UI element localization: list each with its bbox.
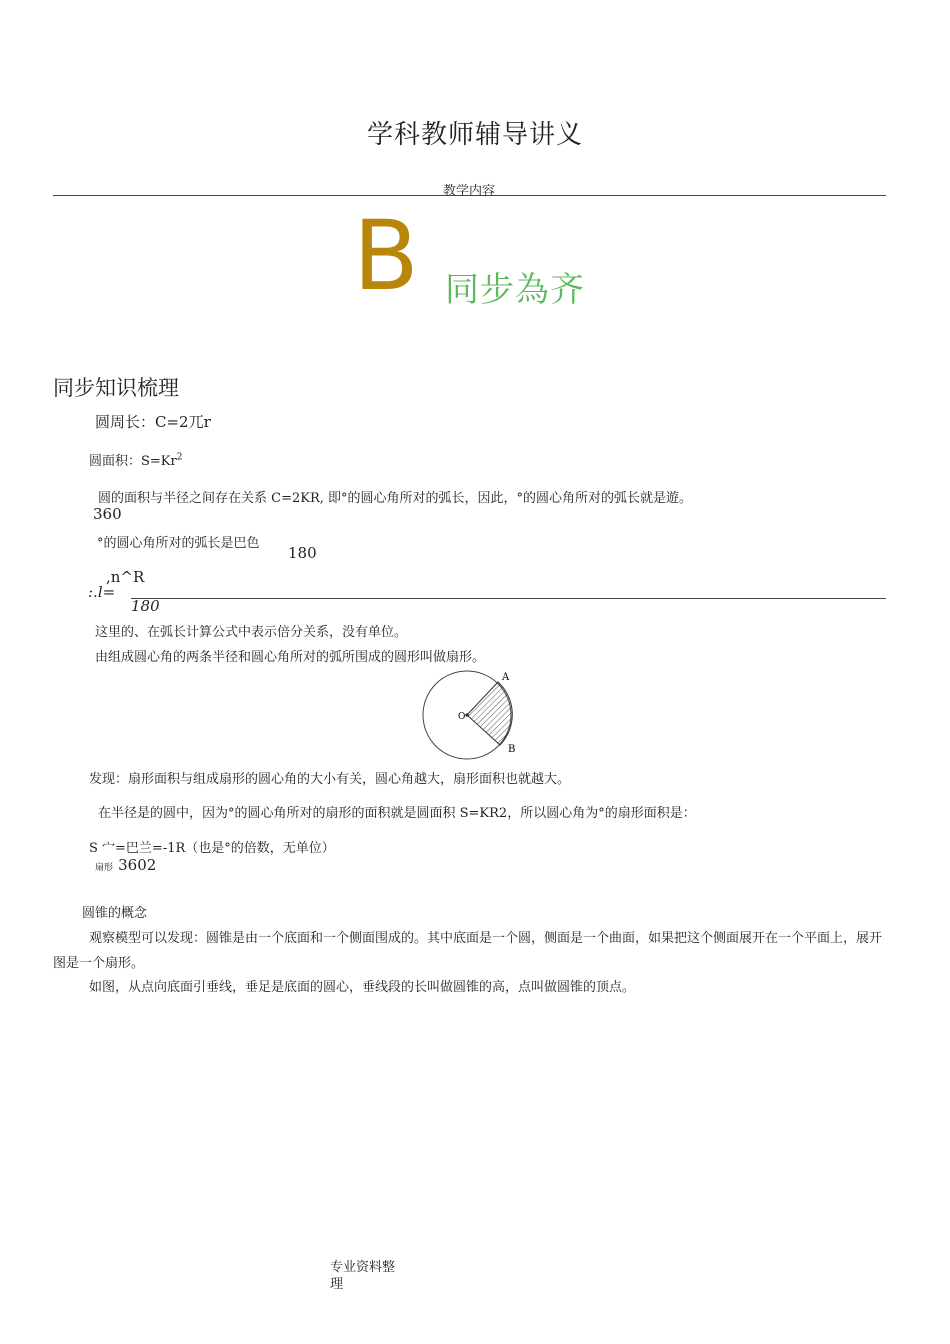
sector-diagram <box>420 668 522 760</box>
header-divider <box>53 195 886 196</box>
label-b: B <box>508 744 516 755</box>
sector-subscript: 扇形 <box>95 863 114 873</box>
fraction-denominator: 180 <box>131 597 160 615</box>
sector-subscript-row <box>95 855 156 874</box>
sector-definition: 由组成圆心角的两条半径和圆心角所对的弧所围成的圆形叫做扇形。 <box>95 650 486 665</box>
shaded-sector <box>467 682 512 745</box>
area-formula <box>89 450 182 469</box>
cone-paragraph-1: 观察模型可以发现：圆锥是由一个底面和一个侧面围成的。其中底面是一个圆，侧面是一个曲面，如果把这个侧面展开在一个平面上，展开图是一个扇形。 <box>53 931 883 971</box>
note-line: 这里的、在弧长计算公式中表示倍分关系，没有单位。 <box>95 625 408 640</box>
center-point <box>465 713 468 716</box>
sector-denominator: 3602 <box>118 856 157 874</box>
document-title: 学科教师辅导讲义 <box>366 120 583 150</box>
value-360: 360 <box>93 505 122 523</box>
arc-length-line: °的圆心角所对的弧长是巴色 <box>97 536 260 551</box>
banner-letter: B <box>353 200 419 312</box>
section-heading: 同步知识梳理 <box>53 376 179 400</box>
fraction-numerator: ,n^R <box>106 568 145 586</box>
content-label: 教学内容 <box>443 184 496 199</box>
discovery-line: 发现：扇形面积与组成扇形的圆心角的大小有关，圆心角越大，扇形面积也就越大。 <box>89 772 571 787</box>
area-formula-text: 圆面积：S=Kr <box>89 454 177 469</box>
footer-line-1: 专业资料整 <box>330 1260 396 1275</box>
banner-text: 同步為齐 <box>445 270 585 310</box>
arc-formula-lhs: :.l= <box>88 583 116 601</box>
area-formula-exponent: 2 <box>176 452 183 463</box>
fraction-bar <box>131 598 886 599</box>
circumference-formula: 圆周长：C=2兀r <box>95 413 211 431</box>
cone-heading: 圆锥的概念 <box>82 906 148 921</box>
cone-paragraph-2: 如图，从点向底面引垂线，垂足是底面的圆心，垂线段的长叫做圆锥的高，点叫做圆锥的顶点。 <box>89 980 636 995</box>
label-a: A <box>502 672 510 683</box>
value-180: 180 <box>288 544 317 562</box>
sector-area-formula: S 宀=巴兰=-1R（也是°的倍数，无单位） <box>89 841 335 856</box>
area-statement: 在半径是的圆中，因为°的圆心角所对的扇形的面积就是圆面积 S=KR2，所以圆心角为°的扇形面积是： <box>98 806 696 821</box>
relation-line: 圆的面积与半径之间存在关系 C=2KR, 即°的圆心角所对的弧长，因此，°的圆心角所对的弧长就是遊。 <box>98 491 693 506</box>
footer-line-2: 理 <box>330 1277 344 1292</box>
label-o: O <box>458 712 466 722</box>
